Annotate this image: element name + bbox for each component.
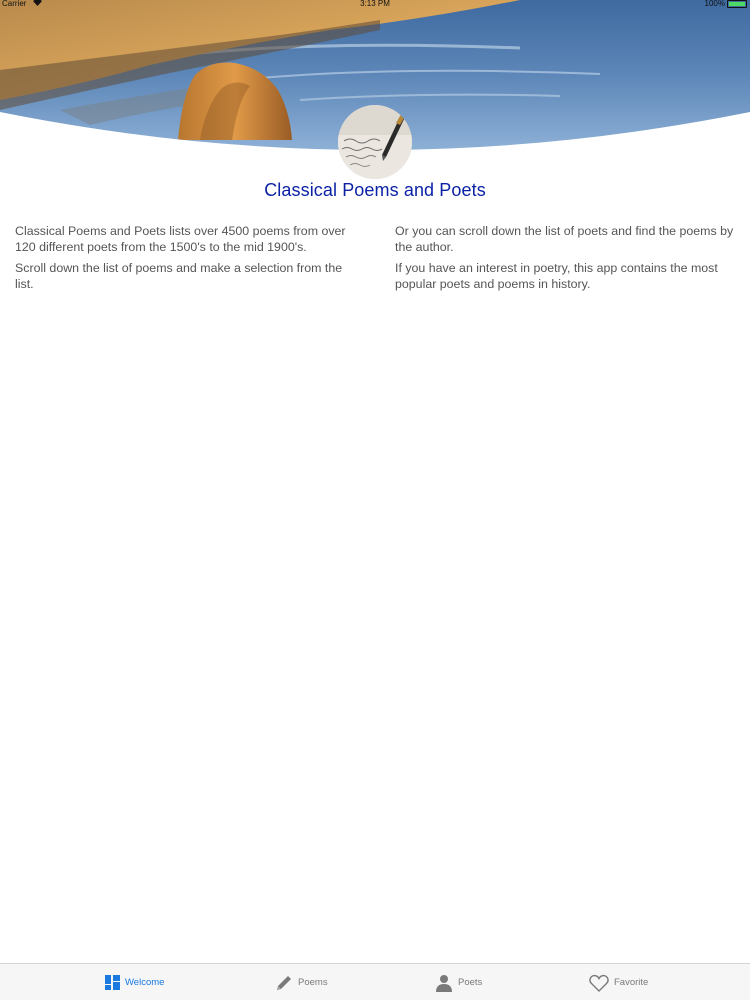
tab-poets[interactable] xyxy=(435,964,482,1000)
heart-icon xyxy=(589,974,609,992)
tab-poems[interactable] xyxy=(275,964,328,1000)
intro-left-column xyxy=(15,224,360,298)
tab-bar xyxy=(0,963,750,1000)
status-bar xyxy=(0,0,750,9)
app-avatar xyxy=(338,105,412,179)
grid-icon xyxy=(105,975,120,990)
intro-right-column xyxy=(395,224,740,298)
intro-paragraph: If you have an interest in poetry, this app contains the most popular poets and poems in history. xyxy=(395,261,718,291)
tab-label: Poets xyxy=(458,977,483,988)
tab-favorite[interactable] xyxy=(589,964,648,1000)
tab-label: Welcome xyxy=(125,977,165,988)
page-title: Classical Poems and Poets xyxy=(264,180,486,200)
tab-label: Poems xyxy=(298,977,328,988)
intro-paragraph: Scroll down the list of poems and make a selection from the list. xyxy=(15,261,343,291)
carrier-label: Carrier xyxy=(2,0,27,8)
pencil-icon xyxy=(275,974,293,992)
battery-icon xyxy=(727,0,747,8)
tab-label: Favorite xyxy=(614,977,649,988)
person-icon xyxy=(435,974,453,992)
tab-welcome[interactable] xyxy=(105,964,164,1000)
status-time: 3:13 PM xyxy=(360,0,390,8)
intro-paragraph: Classical Poems and Poets lists over 4500 poems from over 120 different poets from the 1500's to the mid 1900's. xyxy=(15,224,346,254)
intro-paragraph: Or you can scroll down the list of poets and find the poems by the author. xyxy=(395,224,734,254)
quill-handwriting-icon xyxy=(338,105,412,179)
battery-percentage: 100% xyxy=(704,0,725,8)
